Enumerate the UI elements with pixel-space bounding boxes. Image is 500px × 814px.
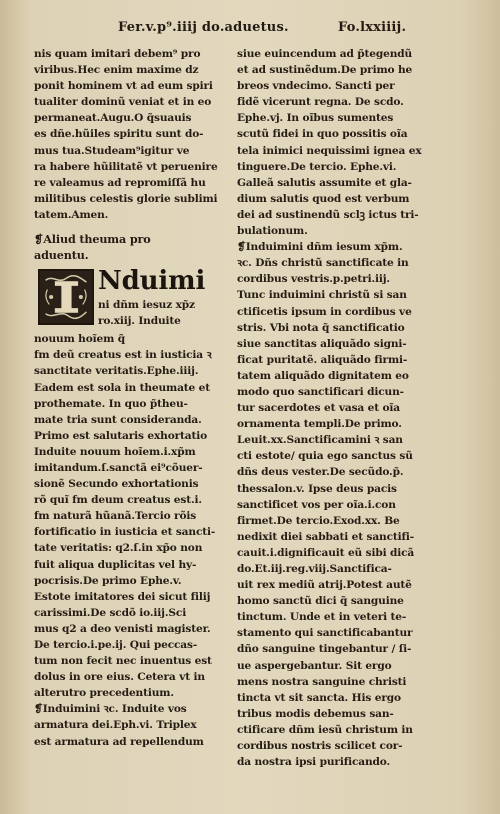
text-line: sanctitate veritatis.Ephe.iiij. xyxy=(34,365,199,378)
text-line: tatem.Amen. xyxy=(34,208,109,221)
text-line: re valeamus ad repromiſſã hu xyxy=(34,176,206,189)
text-line: tum non fecit nec inuentus est xyxy=(34,655,212,668)
text-line: mus q2 a deo venisti magister. xyxy=(34,622,211,635)
indented-lines xyxy=(98,297,195,329)
text-line: cauit.i.dignificauit eũ sibi dicã xyxy=(237,546,415,559)
text-line: mens nostra sanguine christi xyxy=(237,675,407,688)
text-line: prothemate. In quo p̃theu- xyxy=(34,397,188,410)
text-line: tate veritatis: q2.ſ.in xp̃o non xyxy=(34,542,203,555)
text-line: Estote imitatores dei sicut filij xyxy=(34,590,211,603)
text-line: ficat puritatẽ. aliquãdo firmi- xyxy=(237,353,408,366)
text-line: sanctificet vos per oĩa.i.con xyxy=(237,498,396,511)
opening-word: Nduimi xyxy=(98,266,206,297)
text-line: siue sanctitas aliquãdo signi- xyxy=(237,337,407,350)
text-line: imitandum.ſ.sanctã ei⁹cõuer- xyxy=(34,461,203,474)
text-line: tela inimici nequissimi ignea ex xyxy=(237,144,422,157)
text-line: ra habere hũilitatẽ vt peruenire xyxy=(34,160,218,173)
text-line: Primo est salutaris exhortatio xyxy=(34,429,208,442)
text-line: dolus in ore eius. Cetera vt in xyxy=(34,671,205,684)
text-line: thessalon.v. Ipse deus pacis xyxy=(237,482,397,495)
text-line: fuit aliqua duplicitas vel hy- xyxy=(34,558,197,571)
text-line: dium salutis quod est verbum xyxy=(237,192,410,205)
left-column-body-text xyxy=(34,331,215,749)
text-line: sionẽ Secundo exhortationis xyxy=(34,478,199,491)
text-line: armatura dei.Eph.vi. Triplex xyxy=(34,719,197,732)
text-line: firmet.De tercio.Exod.xx. Be xyxy=(237,514,400,527)
text-line: stris. Vbi nota q̃ sanctificatio xyxy=(237,321,405,334)
text-line: tualiter dominũ veniat et in eo xyxy=(34,96,212,109)
text-line: fm naturã hũanã.Tercio rõis xyxy=(34,510,197,523)
text-line: cordibus nostris scilicet cor- xyxy=(237,740,403,753)
text-line: ctificare dñm iesũ christum in xyxy=(237,723,413,736)
text-line: scutũ fidei in quo possitis oĩa xyxy=(237,128,408,141)
text-line: es dñe.hũiles spiritu sunt do- xyxy=(34,128,204,141)
running-head xyxy=(110,4,490,38)
text-line: militibus celestis glorie sublimi xyxy=(34,192,218,205)
text-line: tincta vt sit sancta. His ergo xyxy=(237,691,401,704)
text-line: fm deũ creatus est in iusticia ꝛ xyxy=(34,349,212,362)
text-line: ꝛc. Dñs christũ sanctificate in xyxy=(237,257,409,270)
text-line: alterutro precedentium. xyxy=(34,687,174,700)
heading-line: aduentu. xyxy=(34,248,89,263)
decorated-initial-letter xyxy=(38,269,94,325)
text-line: stamento qui sanctificabantur xyxy=(237,627,413,640)
text-line: nis quam imitari debem⁹ pro xyxy=(34,48,201,60)
text-line: tinctum. Unde et in veteri te- xyxy=(237,611,407,624)
text-line: mus tua.Studeam⁹igitur ve xyxy=(34,144,190,157)
running-head-title: Fer.v.p⁹.iiij do.aduetus. xyxy=(118,20,289,35)
text-line: mate tria sunt consideranda. xyxy=(34,413,202,426)
text-line: ctificetis ipsum in cordibus ve xyxy=(237,305,412,318)
text-line: breos vndecimo. Sancti per xyxy=(237,80,395,93)
text-line: modo quo sanctificari dicun- xyxy=(237,385,404,398)
text-line: homo sanctũ dici q̃ sanguine xyxy=(237,595,404,608)
text-line: ornamenta templi.De primo. xyxy=(237,418,402,431)
text-line: ni dñm iesuz xp̃z xyxy=(98,299,195,312)
text-line: tinguere.De tercio. Ephe.vi. xyxy=(237,160,397,173)
left-column-top-text xyxy=(34,46,229,223)
text-line: Eadem est sola in theumate et xyxy=(34,381,211,394)
text-line: dño sanguine tingebantur / ſi- xyxy=(237,643,412,656)
decorated-initial-block xyxy=(34,266,229,748)
heading-line: ❡Aliud theuma pro xyxy=(34,232,151,247)
section-heading xyxy=(34,231,229,263)
text-line: Galleã salutis assumite et gla- xyxy=(237,176,412,189)
text-line: rõ quĩ fm deum creatus est.i. xyxy=(34,494,202,507)
text-line: Tunc induimini christũ si san xyxy=(237,289,407,302)
text-line: De tercio.i.pe.ij. Qui peccas- xyxy=(34,639,198,651)
text-line: ❡Induimini ꝛc. Induite vos xyxy=(34,703,187,716)
text-line: Leuit.xx.Sanctificamini ꝛ san xyxy=(237,434,403,447)
text-line: fortificatio in iusticia et sancti- xyxy=(34,526,216,539)
text-line: permaneat.Augu.O q̃suauis xyxy=(34,112,192,125)
text-line: Ephe.vj. In oĩbus sumentes xyxy=(237,112,394,125)
text-line: tribus modis debemus san- xyxy=(237,707,394,720)
text-line: pocrisis.De primo Ephe.v. xyxy=(34,574,182,587)
text-line: bulationum. xyxy=(237,225,308,238)
text-line: carissimi.De scdõ io.iij.Sci xyxy=(34,606,187,619)
text-line: dei ad sustinendũ sclꝫ ictus tri- xyxy=(237,208,419,221)
text-line: Induite nouum hoĩem.i.xp̃m xyxy=(34,445,196,458)
text-line: do.Et.iij.reg.viij.Sanctifica- xyxy=(237,563,392,575)
text-line: tur sacerdotes et vasa et oĩa xyxy=(237,402,401,415)
text-line: da nostra ipsi purificando. xyxy=(237,756,391,769)
text-line: tatem aliquãdo dignitatem eo xyxy=(237,369,409,382)
text-line: nedixit diei sabbati et sanctifi- xyxy=(237,530,415,543)
text-line: siue euincendum ad p̃tegendũ xyxy=(237,48,413,60)
text-line: uit rex mediũ atrij.Potest autẽ xyxy=(237,579,412,592)
text-line: ponit hominem vt ad eum spiri xyxy=(34,80,213,93)
right-column-body-text xyxy=(237,46,433,770)
text-line: et ad sustinẽdum.De primo he xyxy=(237,64,413,77)
text-line: est armatura ad repellendum xyxy=(34,735,204,748)
text-line: dñs deus vester.De secũdo.p̃. xyxy=(237,466,404,479)
text-line: ro.xiij. Induite xyxy=(98,315,181,328)
text-line: cti estote/ quia ego sanctus sũ xyxy=(237,450,413,463)
folio-number: Fo.lxxiiij. xyxy=(338,20,407,35)
text-line: ue aspergebantur. Sit ergo xyxy=(237,659,392,672)
text-line: fidẽ vicerunt regna. De scdo. xyxy=(237,96,404,109)
text-line: nouum hoĩem q̃ xyxy=(34,333,125,346)
text-line: viribus.Hec enim maxime dz xyxy=(34,64,199,77)
text-line: ❡Induimini dñm iesum xp̃m. xyxy=(237,241,403,254)
text-line: cordibus vestris.p.petri.iij. xyxy=(237,273,390,286)
left-column xyxy=(34,46,229,748)
right-column xyxy=(237,46,433,770)
